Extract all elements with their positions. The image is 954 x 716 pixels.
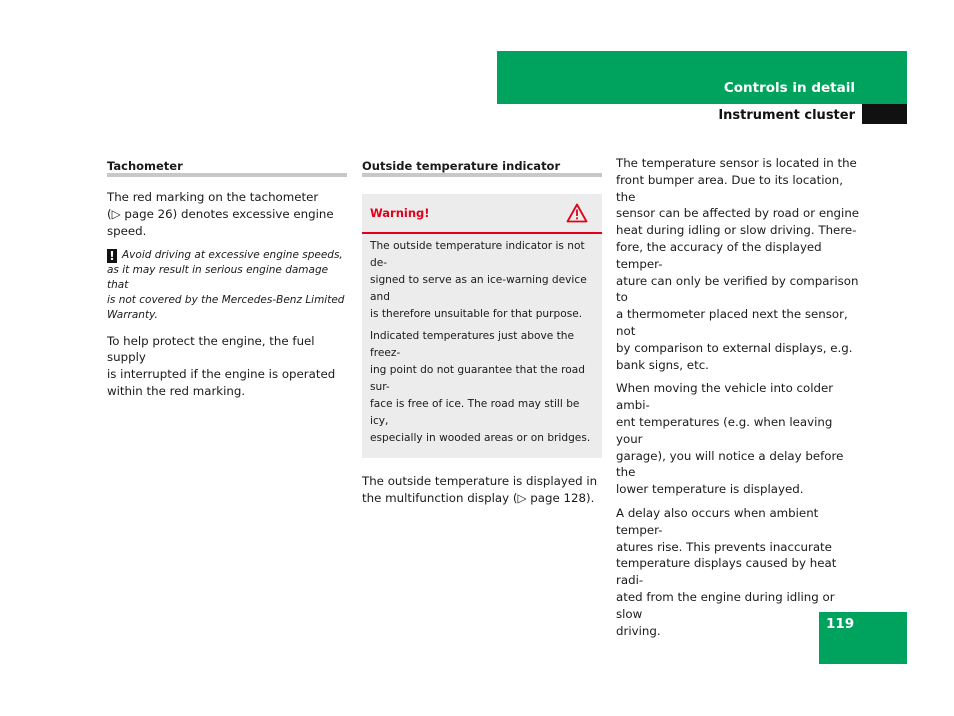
text-line: sensor can be affected by road or engine: [616, 206, 860, 221]
tachometer-heading: Tachometer: [107, 159, 183, 173]
warning-body: [362, 234, 602, 458]
text-line: To help protect the engine, the fuel supply: [107, 333, 315, 365]
page-number: 119: [826, 616, 855, 632]
text-line: signed to serve as an ice-warning device and: [370, 274, 587, 303]
warning-header: [362, 194, 602, 234]
text-line: heat during idling or slow driving. There-: [616, 223, 857, 238]
text-line: speed.: [107, 223, 147, 238]
heading-rule: [362, 173, 602, 177]
warning-triangle-icon: [566, 203, 588, 223]
text-line: driving.: [616, 623, 661, 638]
text-line: fore, the accuracy of the displayed temper-: [616, 239, 822, 271]
tachometer-column: [107, 155, 347, 400]
text-line: temperature displays caused by heat radi-: [616, 556, 837, 588]
text-line: ent temperatures (e.g. when leaving your: [616, 414, 833, 446]
page-reference: the multifunction display (▷ page 128).: [362, 490, 595, 505]
text-line: Warranty.: [107, 308, 158, 321]
text-line: The outside temperature is displayed in: [362, 474, 598, 488]
text-line: especially in wooded areas or on bridges.: [370, 432, 591, 444]
sensor-location-paragraph: [616, 155, 861, 373]
text-line: The temperature sensor is located in the: [616, 156, 857, 170]
tachometer-paragraph: [107, 189, 347, 239]
sensor-column: [616, 155, 861, 639]
warning-paragraph: [370, 238, 594, 323]
text-line: The red marking on the tachometer: [107, 190, 319, 204]
text-line: ature can only be verified by comparison to: [616, 273, 859, 305]
text-line: by comparison to external displays, e.g.: [616, 340, 853, 355]
text-line: The outside temperature indicator is not de-: [370, 240, 585, 269]
text-line: Indicated temperatures just above the freez-: [370, 330, 574, 359]
text-line: is interrupted if the engine is operated: [107, 367, 336, 382]
section-title: Controls in detail: [723, 80, 855, 96]
outside-temperature-heading: Outside temperature indicator: [362, 159, 561, 173]
warning-paragraph: [370, 328, 594, 447]
text-line: atures rise. This prevents inaccurate: [616, 539, 832, 554]
fuel-cutoff-paragraph: [107, 333, 347, 400]
colder-temperature-paragraph: [616, 380, 861, 498]
text-line: front bumper area. Due to its location, the: [616, 172, 843, 204]
page-reference: (▷ page 26) denotes excessive engine: [107, 206, 334, 221]
engine-damage-notice: [107, 248, 347, 322]
text-line: within the red marking.: [107, 383, 246, 398]
notice-exclamation-icon: !: [107, 249, 117, 263]
text-line: A delay also occurs when ambient temper-: [616, 505, 819, 537]
text-line: ing point do not guarantee that the road sur-: [370, 364, 585, 393]
warning-box: [362, 194, 602, 458]
display-location-paragraph: [362, 473, 602, 507]
text-line: ated from the engine during idling or slow: [616, 589, 835, 621]
warning-label: Warning!: [370, 206, 430, 220]
subsection-title: Instrument cluster: [718, 108, 855, 123]
text-line: garage), you will notice a delay before the: [616, 448, 844, 480]
text-line: When moving the vehicle into colder ambi-: [616, 381, 834, 413]
text-line: lower temperature is displayed.: [616, 482, 804, 497]
outside-temperature-column: [362, 155, 602, 507]
text-line: Avoid driving at excessive engine speeds,: [122, 249, 343, 262]
text-line: is therefore unsuitable for that purpose.: [370, 308, 583, 320]
section-tab-marker: [862, 104, 907, 124]
heading-rule: [107, 173, 347, 177]
text-line: bank signs, etc.: [616, 357, 709, 372]
text-line: as it may result in serious engine damage that: [107, 264, 329, 292]
text-line: a thermometer placed next the sensor, not: [616, 307, 848, 338]
text-line: face is free of ice. The road may still be icy,: [370, 398, 580, 427]
section-header-band: [497, 51, 907, 104]
text-line: is not covered by the Mercedes-Benz Limited: [107, 293, 345, 306]
